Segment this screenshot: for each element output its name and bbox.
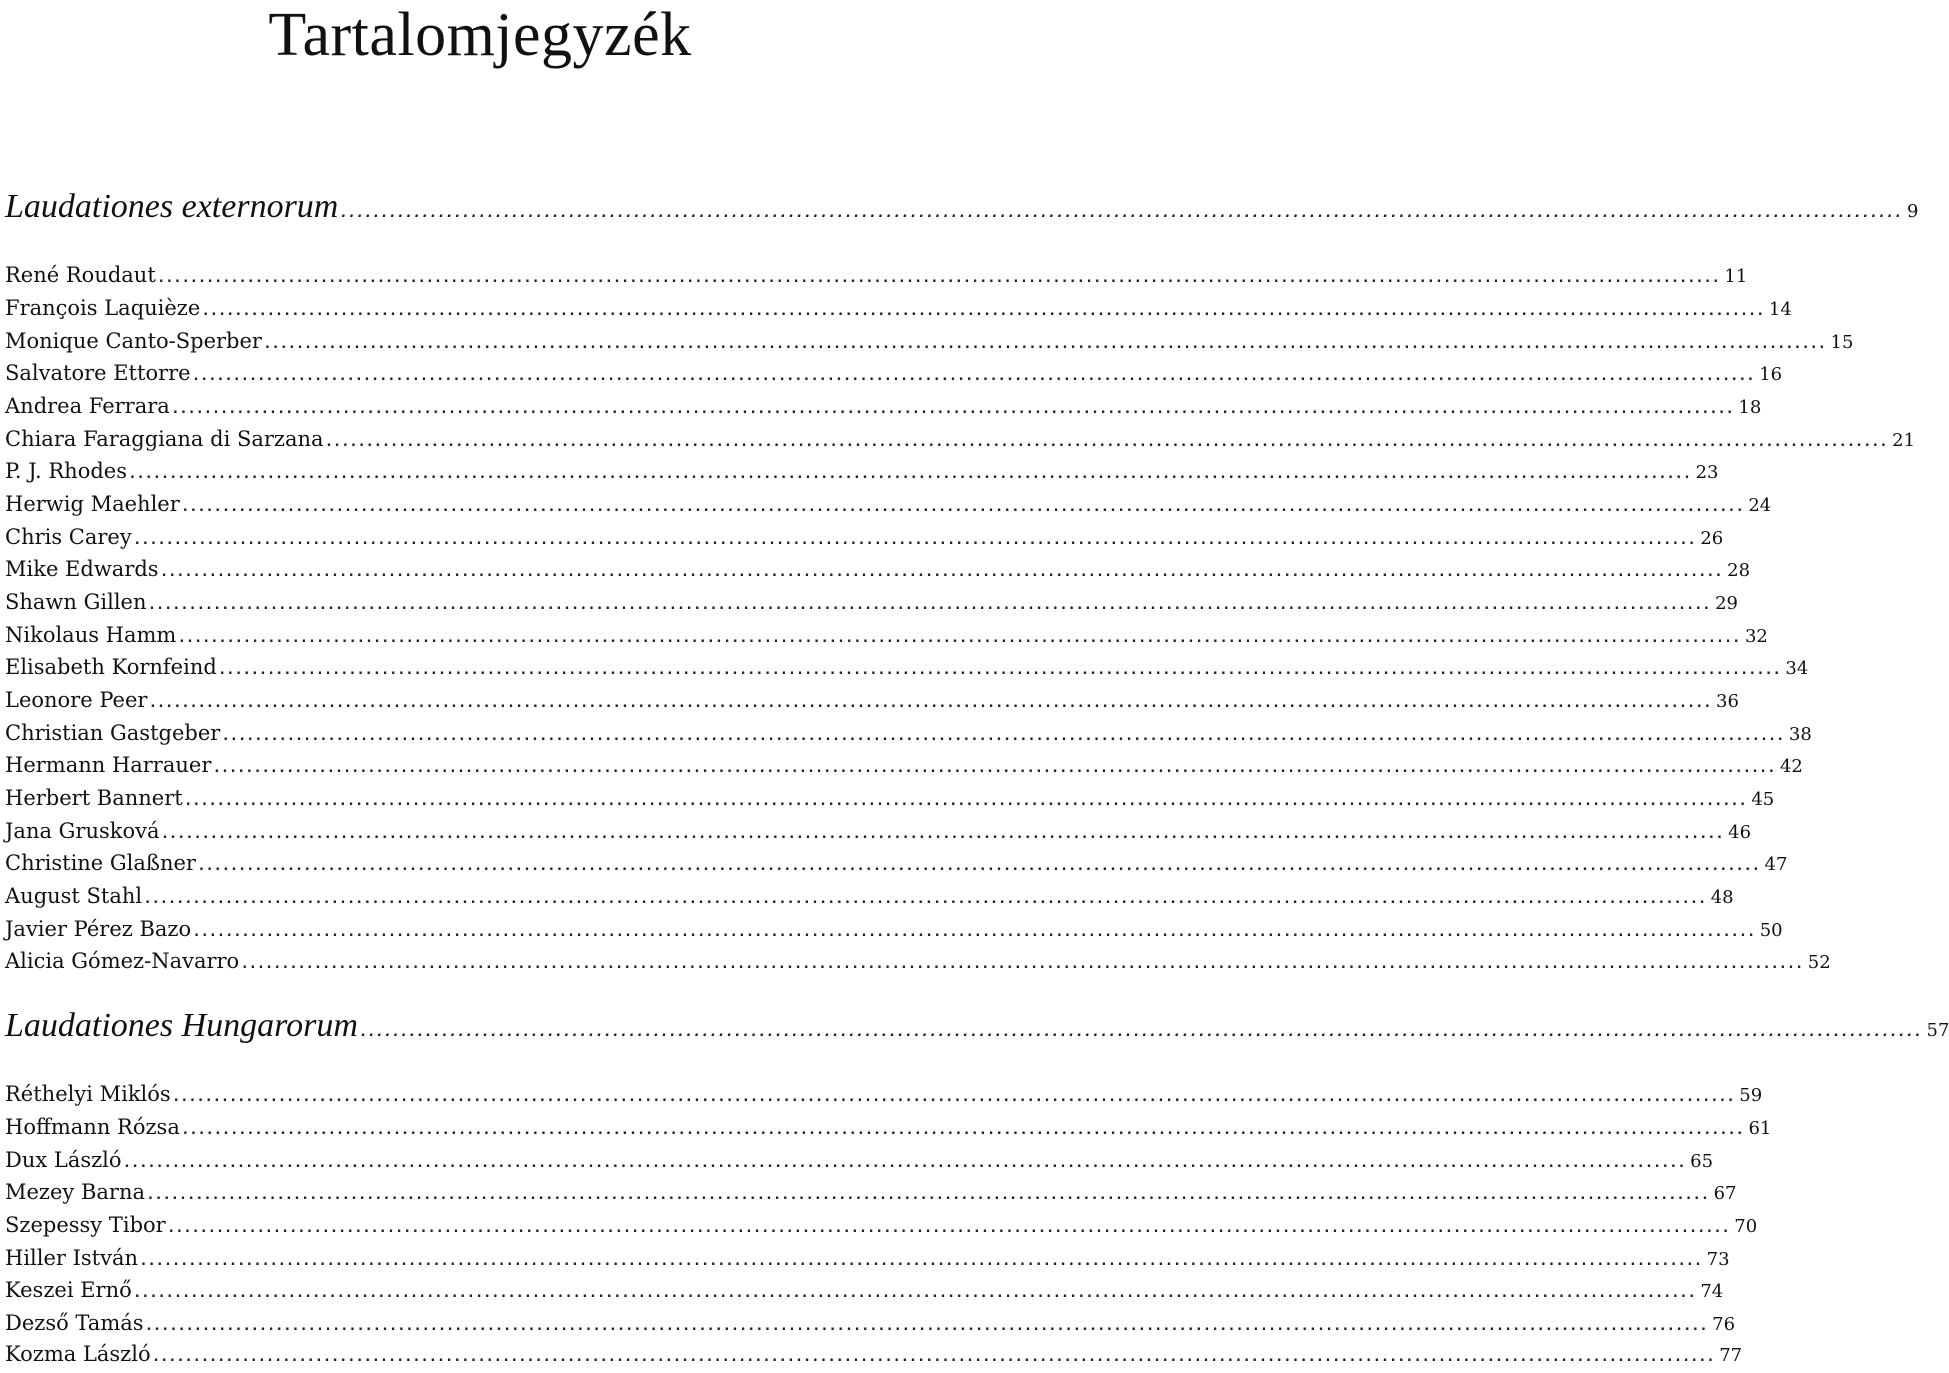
page-number: 52: [1807, 952, 1831, 973]
dot-leader: ................................................................................................................................................................................................: [162, 827, 1726, 842]
page-number: 77: [1719, 1345, 1743, 1366]
entry-name: Herbert Bannert: [5, 786, 183, 810]
entry-name: Kozma László: [5, 1342, 151, 1366]
dot-leader: ................................................................................................................................................................................................: [148, 1188, 1711, 1203]
page-number: 70: [1734, 1216, 1758, 1237]
entry-name: Keszei Ernő: [5, 1278, 132, 1302]
toc-entry[interactable]: [5, 1243, 1730, 1273]
toc-entry[interactable]: [5, 587, 1738, 617]
page-number: 74: [1700, 1281, 1724, 1302]
dot-leader: ................................................................................................................................................................................................: [223, 729, 1786, 744]
dot-leader: ................................................................................................................................................................................................: [161, 565, 1725, 580]
dot-leader: ................................................................................................................................................................................................: [203, 304, 1766, 319]
dot-leader: ................................................................................................................................................................................................: [168, 1221, 1732, 1236]
entry-name: Mike Edwards: [5, 557, 159, 581]
dot-leader: ................................................................................................................................................................................................: [326, 435, 1890, 450]
section-heading[interactable]: [5, 185, 1919, 229]
dot-leader: ................................................................................................................................................................................................: [182, 500, 1746, 515]
page-number: 15: [1830, 332, 1854, 353]
dot-leader: ................................................................................................................................................................................................: [149, 598, 1713, 613]
toc-entry[interactable]: [5, 424, 1916, 454]
page-number: 65: [1690, 1151, 1714, 1172]
toc-entry[interactable]: [5, 1145, 1714, 1175]
entry-name: Christine Glaßner: [5, 851, 196, 875]
dot-leader: ................................................................................................................................................................................................: [145, 892, 1708, 907]
entry-name: Christian Gastgeber: [5, 721, 221, 745]
toc-entry[interactable]: [5, 260, 1748, 290]
page-number: 50: [1759, 920, 1783, 941]
dot-leader: ................................................................................................................................................................................................: [182, 1123, 1746, 1138]
dot-leader: ................................................................................................................................................................................................: [360, 1025, 1924, 1040]
page-number: 36: [1716, 691, 1739, 712]
entry-name: Hiller István: [5, 1246, 139, 1270]
page-number: 21: [1892, 430, 1916, 451]
toc-entry[interactable]: [5, 554, 1751, 584]
entry-name: Dux László: [5, 1148, 122, 1172]
entry-name: Nikolaus Hamm: [5, 623, 177, 647]
page-number: 34: [1785, 658, 1809, 679]
dot-leader: ................................................................................................................................................................................................: [153, 1350, 1717, 1365]
page-number: 28: [1727, 560, 1751, 581]
entry-name: Chris Carey: [5, 525, 132, 549]
toc-entry[interactable]: [5, 718, 1812, 748]
section-title: Laudationes Hungarorum: [5, 1007, 358, 1044]
dot-leader: ................................................................................................................................................................................................: [130, 467, 1693, 482]
toc-entry[interactable]: [5, 293, 1792, 323]
entry-name: Elisabeth Kornfeind: [5, 655, 217, 679]
toc-entry[interactable]: [5, 685, 1739, 715]
dot-leader: ................................................................................................................................................................................................: [173, 1090, 1737, 1105]
entry-name: August Stahl: [5, 884, 143, 908]
toc-entry[interactable]: [5, 946, 1831, 976]
page-number: 32: [1744, 626, 1768, 647]
entry-name: Salvatore Ettorre: [5, 361, 191, 385]
toc-entry[interactable]: [5, 914, 1783, 944]
dot-leader: ................................................................................................................................................................................................: [146, 1319, 1710, 1334]
toc-entry[interactable]: [5, 522, 1724, 552]
entry-name: Hoffmann Rózsa: [5, 1115, 180, 1139]
toc-entry[interactable]: [5, 1177, 1737, 1207]
page-number: 26: [1700, 528, 1724, 549]
page-number: 48: [1710, 887, 1734, 908]
dot-leader: ................................................................................................................................................................................................: [134, 533, 1698, 548]
page-number: 61: [1748, 1118, 1772, 1139]
page-number: 11: [1724, 266, 1748, 287]
toc-entry[interactable]: [5, 358, 1783, 388]
toc-entry[interactable]: [5, 783, 1775, 813]
toc-entry[interactable]: [5, 620, 1768, 650]
entry-name: P. J. Rhodes: [5, 459, 127, 483]
entry-name: René Roudaut: [5, 263, 156, 287]
entry-name: Chiara Faraggiana di Sarzana: [5, 427, 324, 451]
dot-leader: ................................................................................................................................................................................................: [341, 206, 1904, 221]
page-number: 16: [1759, 364, 1783, 385]
section-heading[interactable]: [5, 1004, 1949, 1048]
toc-entry[interactable]: [5, 326, 1854, 356]
entry-name: Réthelyi Miklós: [5, 1082, 171, 1106]
toc-entry[interactable]: [5, 652, 1809, 682]
dot-leader: ................................................................................................................................................................................................: [185, 794, 1749, 809]
section-title: Laudationes externorum: [5, 188, 339, 225]
toc-entry[interactable]: [5, 489, 1772, 519]
dot-leader: ................................................................................................................................................................................................: [158, 271, 1722, 286]
entry-name: Leonore Peer: [5, 688, 148, 712]
page-number: 42: [1779, 756, 1803, 777]
page-number: 73: [1706, 1249, 1730, 1270]
toc-entry[interactable]: [5, 750, 1803, 780]
entry-name: Herwig Maehler: [5, 492, 180, 516]
toc-entry[interactable]: [5, 1112, 1772, 1142]
entry-name: Andrea Ferrara: [5, 394, 170, 418]
entry-name: Monique Canto-Sperber: [5, 329, 262, 353]
entry-name: Javier Pérez Bazo: [5, 917, 192, 941]
dot-leader: ................................................................................................................................................................................................: [172, 402, 1736, 417]
entry-name: Hermann Harrauer: [5, 753, 212, 777]
entry-name: Alicia Gómez-Navarro: [5, 949, 240, 973]
page-number: 18: [1738, 397, 1762, 418]
page-number: 14: [1768, 299, 1792, 320]
dot-leader: ................................................................................................................................................................................................: [264, 337, 1828, 352]
dot-leader: ................................................................................................................................................................................................: [134, 1286, 1698, 1301]
toc-entry[interactable]: [5, 1275, 1724, 1305]
entry-name: Mezey Barna: [5, 1180, 145, 1204]
toc-entry[interactable]: [5, 848, 1788, 878]
page-number: 23: [1695, 462, 1719, 483]
page-number: 59: [1739, 1085, 1763, 1106]
entry-name: François Laquièze: [5, 296, 201, 320]
dot-leader: ................................................................................................................................................................................................: [242, 957, 1805, 972]
toc-entry[interactable]: [5, 881, 1734, 911]
toc-entry[interactable]: [5, 1308, 1736, 1338]
dot-leader: ................................................................................................................................................................................................: [193, 369, 1757, 384]
toc-entry[interactable]: [5, 816, 1752, 846]
page-number: 67: [1713, 1183, 1737, 1204]
dot-leader: ................................................................................................................................................................................................: [214, 761, 1777, 776]
dot-leader: ................................................................................................................................................................................................: [179, 631, 1742, 646]
dot-leader: ................................................................................................................................................................................................: [219, 663, 1783, 678]
entry-name: Jana Grusková: [5, 819, 160, 843]
page-number: 24: [1748, 495, 1772, 516]
page-number: 76: [1712, 1314, 1736, 1335]
dot-leader: ................................................................................................................................................................................................: [141, 1254, 1704, 1269]
toc-entry[interactable]: [5, 1079, 1763, 1109]
entry-name: Shawn Gillen: [5, 590, 147, 614]
entry-name: Szepessy Tibor: [5, 1213, 166, 1237]
page-number: 38: [1788, 724, 1812, 745]
page-number: 47: [1764, 854, 1788, 875]
page-number: 29: [1715, 593, 1738, 614]
entry-name: Dezső Tamás: [5, 1311, 144, 1335]
dot-leader: ................................................................................................................................................................................................: [198, 859, 1762, 874]
toc-entry[interactable]: [5, 391, 1762, 421]
dot-leader: ................................................................................................................................................................................................: [194, 925, 1757, 940]
toc-entry[interactable]: [5, 1339, 1743, 1369]
toc-entry[interactable]: [5, 1210, 1758, 1240]
page-title: Tartalomjegyzék: [268, 1, 692, 69]
dot-leader: ................................................................................................................................................................................................: [150, 696, 1713, 711]
toc-entry[interactable]: [5, 456, 1719, 486]
page-number: 46: [1728, 822, 1752, 843]
page-number: 9: [1906, 201, 1919, 222]
page-number: 57: [1926, 1020, 1949, 1041]
page-number: 45: [1751, 789, 1775, 810]
dot-leader: ................................................................................................................................................................................................: [124, 1156, 1688, 1171]
